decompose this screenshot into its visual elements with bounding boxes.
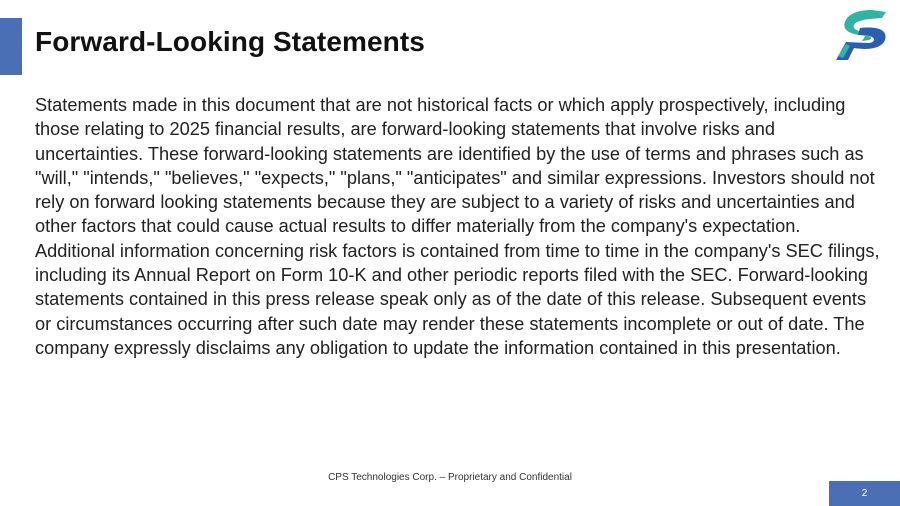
cps-logo-icon — [832, 8, 890, 62]
footer-text: CPS Technologies Corp. – Proprietary and Confidential — [328, 472, 572, 483]
title-accent-bar — [0, 18, 22, 75]
disclaimer-paragraph: Statements made in this document that are not historical facts or which apply prospectively, including those relating to 2025 financial results, are forward-looking statements that involve risks and uncertainties. These forward-looking statements are identified by the use of terms and phrases such as "will," "intends," "believes," "expects," "plans," "anticipates" and similar expressions. Investors should not rely on forward looking statements because they are subject to a variety of risks and uncertainties and other factors that could cause actual results to differ materially from the company's expectation. Additional information concerning risk factors is contained from time to time in the company's SEC filings, including its Annual Report on Form 10-K and other periodic reports filed with the SEC. Forward-looking statements contained in this press release speak only as of the date of this release. Subsequent events or circumstances occurring after such date may render these statements incomplete or out of date. The company expressly disclaims any obligation to update the information contained in this presentation. — [35, 95, 880, 358]
slide-title: Forward-Looking Statements — [35, 26, 425, 57]
page-number-badge — [829, 481, 900, 506]
page-number: 2 — [861, 488, 868, 499]
footer — [0, 472, 900, 483]
